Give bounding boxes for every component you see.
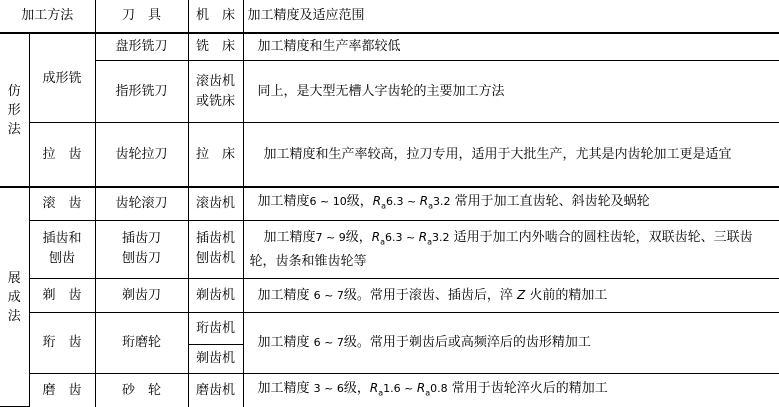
- table-row: [0, 123, 779, 188]
- machine-broach: 拉 床: [188, 123, 243, 188]
- method-form-milling: 成形铣: [29, 33, 95, 123]
- table-row: [0, 60, 779, 122]
- method-shaving: 剃 齿: [29, 278, 95, 312]
- machine-honing: 珩齿机: [188, 312, 243, 344]
- machine-shaving: 剃齿机: [188, 278, 243, 312]
- tool-grinding-wheel: 砂 轮: [95, 374, 188, 407]
- group-copying-label: 仿 形 法: [0, 33, 29, 188]
- machine-shaper-planer: 插齿机 刨齿机: [188, 220, 243, 278]
- method-honing: 珩 齿: [29, 312, 95, 373]
- machine-milling: 铣 床: [188, 33, 243, 61]
- desc-broaching: 加工精度和生产率较高，拉刀专用，适用于大批生产，尤其是内齿轮加工更是适宜: [243, 123, 779, 188]
- desc-shaving: 加工精度 6 ~ 7级。常用于滚齿、插齿后，淬 Z 火前的精加工: [243, 278, 779, 312]
- header-row: [0, 0, 779, 33]
- machine-grinding: 磨齿机: [188, 374, 243, 407]
- header-machine: 机 床: [188, 0, 243, 33]
- header-precision: 加工精度及适应范围: [243, 0, 779, 33]
- header-tool: 刀 具: [95, 0, 188, 33]
- method-shaping-planing: 插齿和 刨齿: [29, 220, 95, 278]
- group-generating-label: 展 成 法: [0, 187, 29, 406]
- tool-broach: 齿轮拉刀: [95, 123, 188, 188]
- tool-finger-cutter: 指形铣刀: [95, 60, 188, 122]
- tool-shaving-cutter: 剃齿刀: [95, 278, 188, 312]
- machine-hobbing: 滚齿机: [188, 187, 243, 220]
- table-row: [0, 33, 779, 61]
- table-row: [0, 312, 779, 344]
- tool-hob: 齿轮滚刀: [95, 187, 188, 220]
- desc-grinding: 加工精度 3 ~ 6级，$R_a1.6$ ~ $R_a0.8$ 常用于齿轮淬火后的精加工: [243, 374, 779, 407]
- table-row: [0, 278, 779, 312]
- tool-honing-wheel: 珩磨轮: [95, 312, 188, 373]
- machine-hob-or-mill: 滚齿机 或铣床: [188, 60, 243, 122]
- table-row: [0, 187, 779, 220]
- tool-disc-cutter: 盘形铣刀: [95, 33, 188, 61]
- method-hobbing: 滚 齿: [29, 187, 95, 220]
- method-grinding: 磨 齿: [29, 374, 95, 407]
- method-broaching: 拉 齿: [29, 123, 95, 188]
- desc-finger-cutter: 同上，是大型无槽人字齿轮的主要加工方法: [243, 60, 779, 122]
- desc-disc-cutter: 加工精度和生产率都较低: [243, 33, 779, 61]
- desc-hobbing: 加工精度6 ~ 10级，$R_a6.3$ ~ $R_a3.2$ 常用于加工直齿轮、斜齿轮及蜗轮: [243, 187, 779, 220]
- desc-honing: 加工精度 6 ~ 7级。常用于剃齿后或高频淬后的齿形精加工: [243, 312, 779, 373]
- desc-shaping: 加工精度7 ~ 9级，$R_a6.3$ ~ $R_a3.2$ 适用于加工内外啮合的圆柱齿轮，双联齿轮、三联齿轮，齿条和锥齿轮等: [243, 220, 779, 278]
- table-row: [0, 220, 779, 278]
- tool-shaper-planer: 插齿刀 刨齿刀: [95, 220, 188, 278]
- table-row: [0, 374, 779, 407]
- header-method: 加工方法: [0, 0, 95, 33]
- machine-shaving-2: 剃齿机: [188, 344, 243, 374]
